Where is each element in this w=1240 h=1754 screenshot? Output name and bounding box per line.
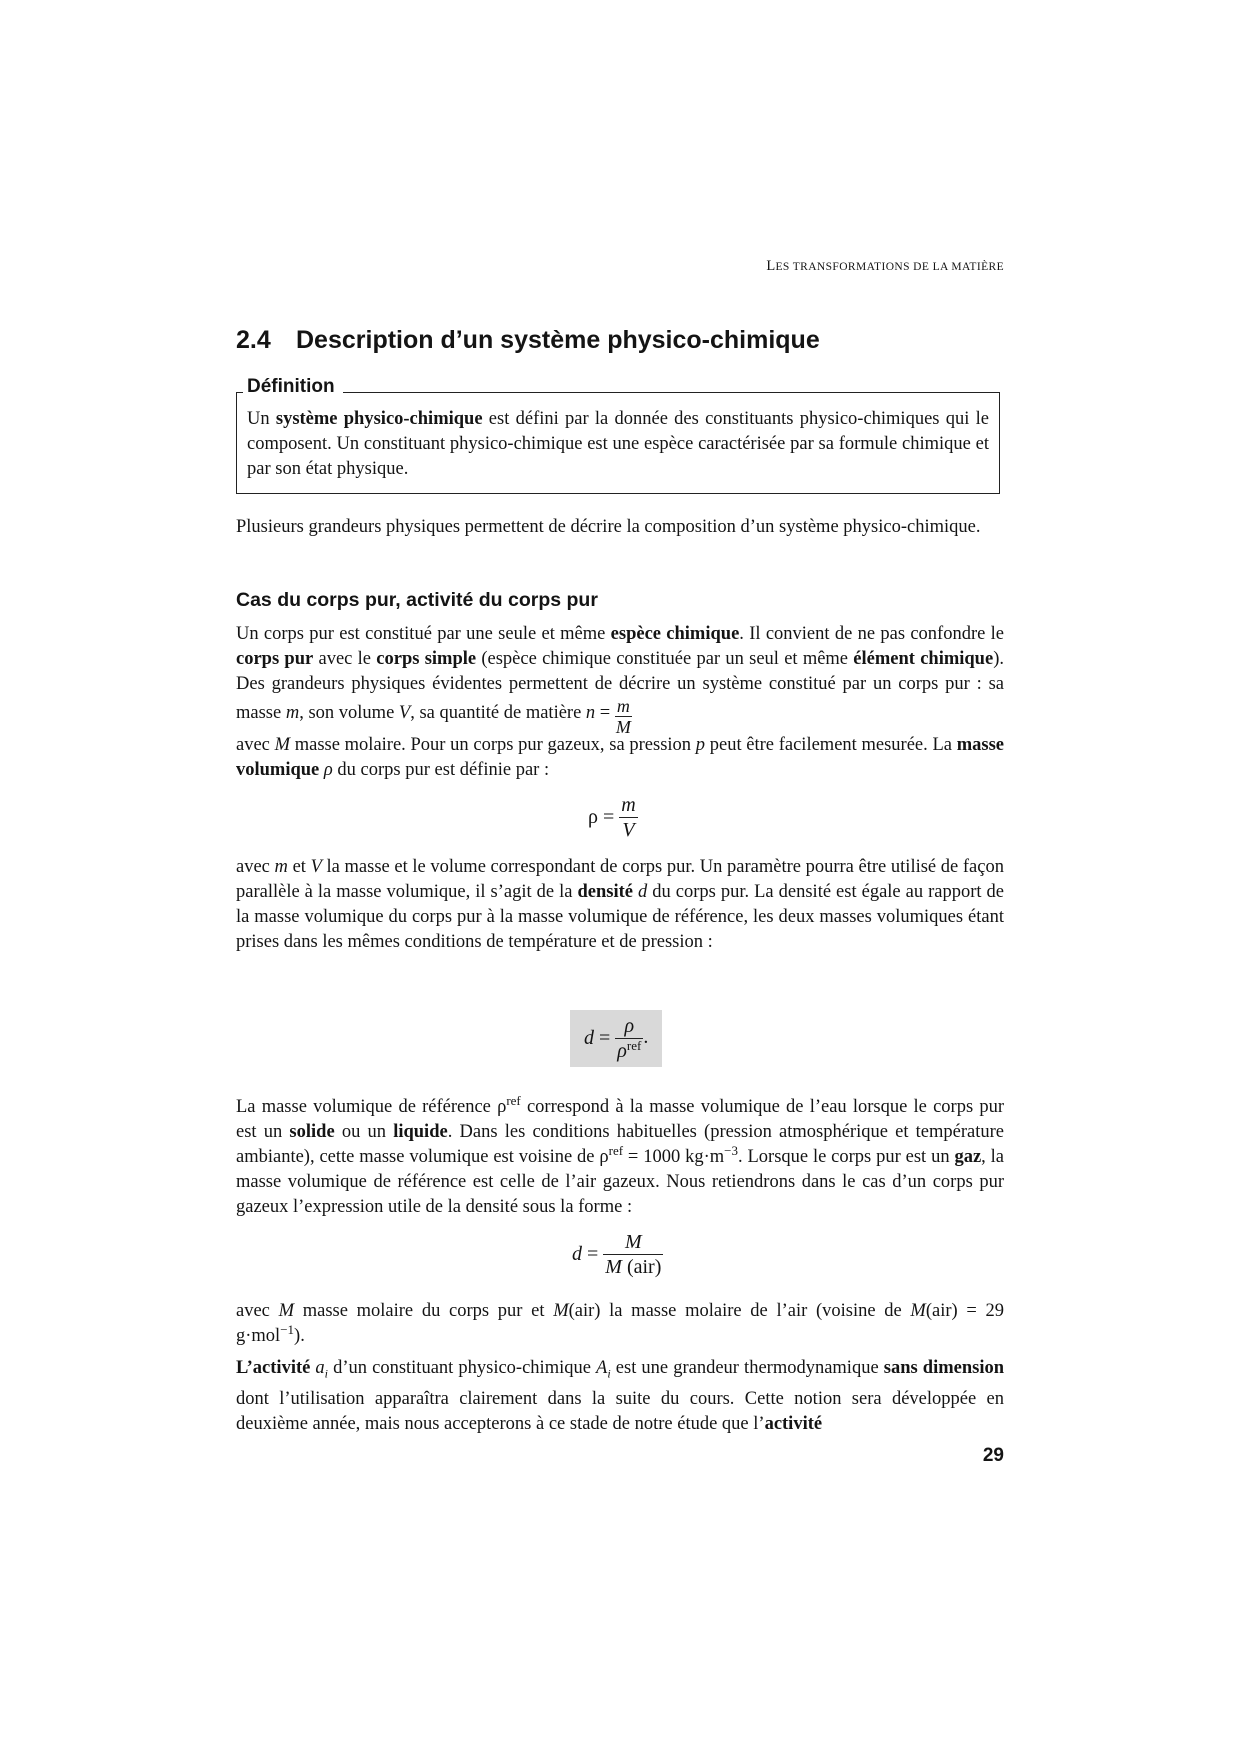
paragraph-masse-volumique: avec M masse molaire. Pour un corps pur gazeux, sa pression p peut être facilement mesurée. La masse volumique ρ du corps pur est définie par :: [236, 735, 1004, 780]
definition-text: Un système physico-chimique est défini par la donnée des constituants physico-chimiques qui le composent. Un constituant physico-chimique est une espèce caractérisée par sa formule chimique et par son état physique.: [247, 409, 989, 479]
equation-rho: ρ = $\frac{m}{V}$: [588, 794, 636, 841]
running-head-text: ES TRANSFORMATIONS DE LA MATIÈRE: [775, 261, 1004, 273]
inline-fraction-m-over-M: $\frac{m}{M}$: [615, 696, 631, 737]
equation-densite-boxed: d = $\frac{\rho}{\rho^{ref}}$ .: [570, 1010, 662, 1067]
paragraph-masse-molaire-air: avec M masse molaire du corps pur et M(air) la masse molaire de l’air (voisine de M(air) = 29 g·mol$^{-1}$).: [236, 1301, 1005, 1346]
running-head-initial: L: [766, 258, 776, 274]
page-number: 29: [982, 1445, 1004, 1466]
subsection-heading: Cas du corps pur, activité du corps pur: [236, 589, 598, 611]
running-head: [766, 258, 1004, 275]
section-heading: [236, 326, 820, 355]
section-number: 2.4: [236, 326, 271, 354]
paragraph-corps-pur: Un corps pur est constitué par une seule et même espèce chimique. Il convient de ne pas confondre le corps pur avec le corps simple (espèce chimique constituée par un seul et même élément chimique). Des grandeurs physiques évidentes permettent de décrire un système constitué par un corps pur : sa masse m, son volume V, sa quantité de matière n = $\frac{m}{M}$: [236, 624, 1004, 737]
section-title: Description d’un système physico-chimique: [296, 326, 820, 354]
paragraph-activite: L’activité $a_i$ d’un constituant physico-chimique $A_i$ est une grandeur thermodynamique sans dimension dont l’utilisation apparaîtra clairement dans la suite du cours. Cette notion sera développée en deuxième année, mais nous accepterons à ce stade de notre étude que l’activité: [236, 1358, 1005, 1434]
intro-paragraph: Plusieurs grandeurs physiques permettent de décrire la composition d’un système physico-chimique.: [236, 517, 981, 537]
definition-label: Définition: [243, 376, 343, 398]
paragraph-densite: avec m et V la masse et le volume correspondant de corps pur. Un paramètre pourra être utilisé de façon parallèle à la masse volumique, il s’agit de la densité d du corps pur. La densité est égale au rapport de la masse volumique du corps pur à la masse volumique de référence, les deux masses volumiques étant prises dans les mêmes conditions de température et de pression :: [236, 857, 1005, 952]
equation-densite-gaz: d = $\frac{M}{\text{M (air)}}$: [572, 1231, 662, 1278]
paragraph-reference: La masse volumique de référence $\rho^{ref}$ correspond à la masse volumique de l’eau lorsque le corps pur est un solide ou un liquide. Dans les conditions habituelles (pression atmosphérique et température ambiante), cette masse volumique est voisine de $\rho^{ref} = 1000$ $kg\cdot m^{-3}$. Lorsque le corps pur est un gaz, la masse volumique de référence est celle de l’air gazeux. Nous retiendrons dans le cas d’un corps pur gazeux l’expression utile de la densité sous la forme :: [236, 1093, 1005, 1217]
definition-box: [236, 376, 1000, 494]
